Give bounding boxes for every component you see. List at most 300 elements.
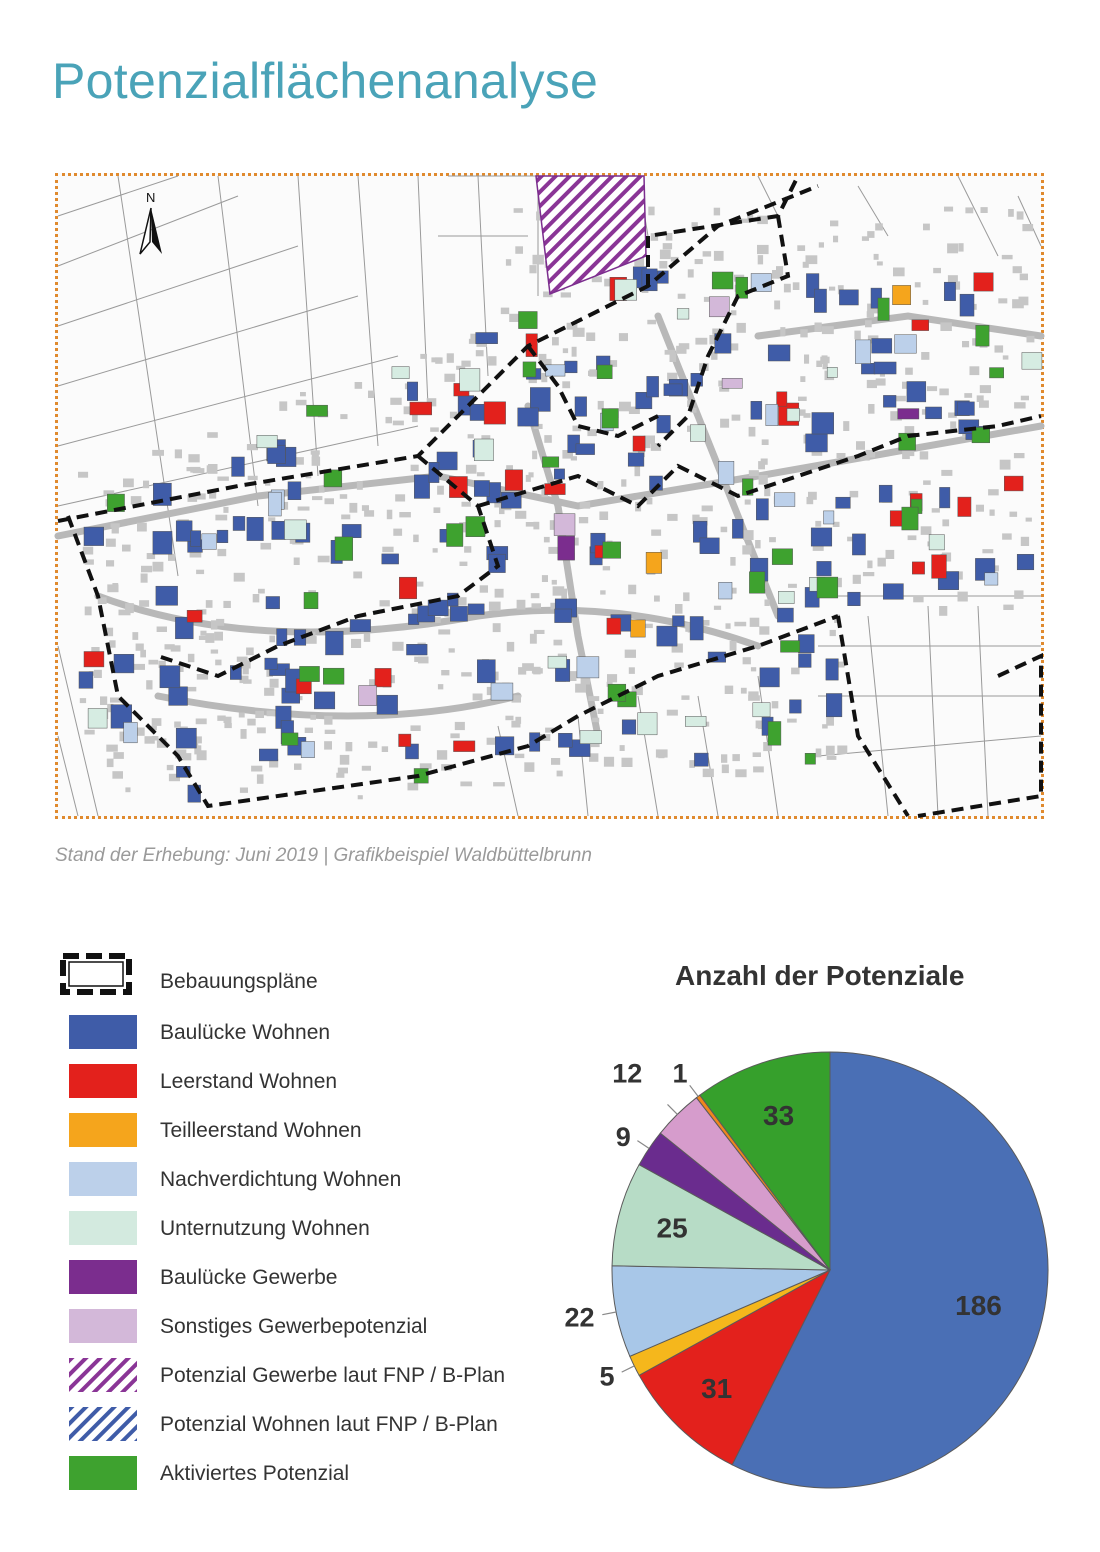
plot-unternutzung-wohnen (685, 716, 706, 726)
plot-nachverdichtung-wohnen (985, 573, 998, 585)
building (544, 435, 552, 443)
building (822, 326, 834, 334)
building (310, 715, 316, 720)
legend-item-unternutzung-wohnen (55, 1211, 575, 1251)
building (826, 717, 834, 726)
plot-nachverdichtung-wohnen (719, 582, 732, 599)
plot-baulucke-wohnen (848, 592, 861, 606)
plot-unternutzung-wohnen (1022, 353, 1042, 370)
building (518, 667, 526, 675)
pie-leader-line (622, 1366, 635, 1372)
building (258, 589, 265, 594)
building (420, 763, 432, 769)
building (862, 236, 869, 241)
building (460, 562, 468, 566)
building (915, 282, 921, 287)
building (340, 755, 350, 765)
building (780, 327, 785, 336)
building (447, 353, 454, 363)
plot-baulucke-gewerbe (558, 536, 575, 560)
building (382, 746, 388, 752)
building (730, 641, 737, 651)
plot-baulucke-wohnen (575, 397, 587, 417)
building (721, 527, 728, 533)
building (867, 561, 872, 569)
building (197, 674, 208, 680)
building (1027, 336, 1035, 343)
building (450, 733, 459, 738)
building (592, 718, 599, 723)
building (981, 207, 988, 213)
building (674, 663, 684, 668)
building (341, 515, 350, 520)
building (695, 259, 703, 264)
building (874, 254, 879, 260)
building (507, 642, 514, 652)
plot-baulucke-wohnen (940, 487, 950, 508)
building (854, 331, 860, 340)
building (487, 738, 496, 745)
building (920, 451, 929, 459)
plot-baulucke-wohnen (476, 333, 498, 344)
plot-unternutzung-wohnen (638, 713, 657, 735)
plot-baulucke-wohnen (861, 363, 875, 374)
building (544, 537, 550, 543)
building (152, 718, 162, 726)
building (787, 719, 797, 723)
plot-baulucke-wohnen (817, 561, 832, 576)
building (598, 401, 604, 410)
building (856, 441, 865, 450)
legend-label: Teilleerstand Wohnen (160, 1119, 362, 1142)
plot-baulucke-wohnen (565, 361, 578, 373)
plot-baulucke-wohnen (342, 524, 361, 537)
building (607, 674, 617, 682)
building (772, 701, 779, 708)
plot-baulucke-wohnen (169, 687, 188, 706)
plot-sonstiges-gewerbe (554, 514, 575, 536)
building (420, 354, 427, 359)
plot-leerstand-wohnen (84, 652, 104, 667)
building (743, 530, 754, 540)
building (800, 329, 807, 337)
building (215, 660, 221, 666)
building (720, 419, 729, 428)
building (533, 255, 544, 265)
plot-unternutzung-wohnen (392, 367, 409, 379)
building (247, 444, 258, 450)
plot-unternutzung-wohnen (460, 369, 480, 391)
building (141, 574, 148, 583)
building (667, 710, 678, 716)
building (600, 590, 605, 594)
plot-baulucke-wohnen (232, 457, 245, 476)
building (234, 573, 245, 582)
building (597, 481, 603, 489)
pie-data-label: 12 (612, 1058, 643, 1089)
building (730, 557, 735, 566)
plot-baulucke-wohnen (407, 382, 417, 401)
building (336, 773, 344, 778)
building (364, 634, 370, 642)
building (604, 757, 614, 767)
plot-baulucke-wohnen (1017, 554, 1034, 570)
plot-nachverdichtung-wohnen (301, 742, 314, 758)
plot-aktiviertes-potenzial (902, 507, 918, 530)
plot-baulucke-wohnen (826, 659, 838, 680)
building (586, 333, 595, 342)
plot-aktiviertes-potenzial (749, 572, 765, 594)
plot-baulucke-wohnen (272, 521, 286, 539)
plot-baulucke-wohnen (450, 606, 467, 621)
building (435, 357, 442, 363)
building (753, 752, 761, 757)
legend-swatch (69, 1456, 137, 1490)
plot-aktiviertes-potenzial (990, 368, 1004, 378)
building (554, 640, 563, 646)
building (683, 592, 689, 601)
building (106, 560, 114, 566)
building (579, 517, 588, 523)
building (462, 502, 471, 507)
plot-aktiviertes-potenzial (447, 524, 463, 547)
legend-swatch (69, 1064, 137, 1098)
plot-leerstand-wohnen (958, 497, 971, 516)
building (83, 547, 93, 555)
plot-baulucke-wohnen (554, 469, 564, 479)
building (247, 719, 255, 726)
building (515, 717, 521, 724)
pie-data-label: 5 (599, 1361, 615, 1392)
building (923, 480, 931, 485)
building (264, 688, 274, 696)
building (741, 688, 747, 694)
building (112, 526, 119, 534)
building (1014, 453, 1025, 458)
svg-text:N: N (146, 190, 156, 205)
pie-data-label: 33 (763, 1099, 795, 1131)
building (368, 742, 377, 748)
building (1013, 266, 1022, 273)
pie-chart (564, 1040, 1070, 1470)
building (174, 722, 181, 728)
plot-baulucke-wohnen (377, 695, 398, 714)
plot-baulucke-wohnen (518, 408, 539, 426)
building (1003, 605, 1013, 610)
plot-baulucke-wohnen (266, 597, 280, 609)
building (433, 548, 438, 552)
plot-teilleerstand-wohnen (631, 620, 646, 637)
building (430, 427, 439, 431)
building (1002, 255, 1013, 259)
building (251, 766, 262, 772)
building (703, 769, 714, 777)
building (386, 417, 393, 423)
plot-aktiviertes-potenzial (817, 577, 838, 598)
building (325, 498, 335, 504)
building (517, 600, 526, 610)
plot-baulucke-wohnen (265, 658, 277, 669)
building (207, 465, 213, 473)
building (1003, 355, 1009, 359)
building (982, 549, 993, 553)
plot-baulucke-wohnen (836, 497, 851, 508)
building (146, 680, 152, 689)
building (217, 716, 225, 721)
plot-baulucke-wohnen (814, 289, 826, 312)
building (941, 470, 952, 476)
building (622, 758, 633, 767)
building (988, 489, 999, 495)
building (905, 368, 913, 375)
building (921, 352, 929, 360)
pie-data-label: 25 (656, 1212, 688, 1244)
pie-data-label: 9 (615, 1122, 631, 1153)
building (196, 719, 207, 725)
building (784, 284, 791, 293)
building (243, 665, 249, 674)
building (1000, 460, 1011, 470)
building (395, 494, 405, 501)
plot-baulucke-wohnen (191, 531, 201, 547)
bebauungsplan-swatch-icon (55, 948, 137, 1000)
building (351, 639, 361, 648)
building (603, 566, 610, 570)
building (206, 600, 213, 608)
plot-baulucke-wohnen (926, 407, 942, 419)
building (414, 657, 420, 662)
plot-baulucke-wohnen (664, 384, 682, 396)
building (688, 269, 694, 277)
building (865, 320, 872, 327)
building (355, 382, 363, 389)
plot-baulucke-wohnen (555, 609, 572, 623)
building (109, 640, 115, 647)
building (748, 691, 758, 695)
building (246, 648, 254, 656)
building (325, 730, 336, 734)
building (529, 265, 536, 273)
building (267, 711, 277, 717)
building (514, 208, 523, 213)
pie-data-label: 1 (672, 1058, 688, 1089)
building (964, 393, 972, 398)
building (1021, 396, 1029, 401)
plot-leerstand-wohnen (912, 320, 929, 331)
building (976, 505, 984, 512)
building (679, 343, 690, 349)
building (84, 730, 94, 735)
legend-swatch (69, 1309, 137, 1343)
building (663, 243, 672, 249)
building (368, 391, 374, 398)
building (853, 575, 861, 584)
building (863, 572, 874, 576)
legend-label: Aktiviertes Potenzial (160, 1462, 350, 1485)
plot-unternutzung-wohnen (753, 703, 770, 717)
plot-baulucke-wohnen (690, 617, 703, 641)
building (722, 765, 729, 774)
plot-baulucke-wohnen (883, 584, 903, 600)
building (495, 589, 504, 598)
plot-baulucke-wohnen (657, 626, 677, 646)
building (735, 769, 746, 777)
building (944, 207, 953, 212)
building (734, 622, 746, 627)
hatch-purple-swatch (69, 1358, 137, 1392)
building (635, 466, 641, 476)
building (714, 606, 721, 610)
pie-leader-line (602, 1312, 616, 1315)
plot-nachverdichtung-wohnen (202, 534, 217, 550)
building (80, 698, 86, 703)
building (816, 361, 822, 367)
building (932, 508, 940, 512)
legend-item-aktiviertes-potenzial (55, 1456, 575, 1496)
plot-leerstand-wohnen (399, 577, 416, 599)
hatch-blue-swatch (69, 1407, 137, 1441)
plot-baulucke-wohnen (437, 452, 457, 470)
plot-unternutzung-wohnen (787, 409, 800, 422)
plot-baulucke-wohnen (326, 631, 344, 655)
building (171, 645, 181, 651)
building (921, 526, 932, 535)
plot-leerstand-wohnen (399, 734, 411, 747)
plot-aktiviertes-potenzial (781, 641, 800, 653)
building (745, 500, 751, 505)
building (441, 670, 449, 675)
plot-leerstand-wohnen (484, 402, 506, 424)
plot-baulucke-wohnen (176, 521, 192, 542)
plot-aktiviertes-potenzial (602, 409, 618, 428)
building (750, 618, 760, 627)
building (434, 507, 441, 513)
plot-baulucke-wohnen (751, 401, 762, 419)
building (306, 636, 317, 644)
building (270, 679, 279, 688)
building (205, 633, 214, 643)
building (530, 634, 537, 644)
plot-nachverdichtung-wohnen (546, 365, 566, 376)
plot-baulucke-wohnen (799, 654, 812, 668)
legend-item-bebauungsplane (55, 948, 575, 993)
building (815, 521, 821, 527)
building (665, 350, 676, 355)
legend-item-baulucke-wohnen (55, 1015, 575, 1055)
building (382, 547, 393, 553)
legend-label: Unternutzung Wohnen (160, 1217, 370, 1240)
plot-baulucke-wohnen (694, 753, 708, 766)
plot-leerstand-wohnen (974, 273, 993, 291)
plot-nachverdichtung-wohnen (269, 492, 282, 516)
plot-leerstand-wohnen (912, 562, 924, 574)
plot-baulucke-wohnen (907, 382, 926, 402)
plot-nachverdichtung-wohnen (766, 404, 778, 425)
building (393, 529, 402, 536)
building (399, 512, 411, 517)
building (106, 745, 118, 752)
building (493, 623, 501, 632)
plot-baulucke-wohnen (407, 644, 428, 655)
legend-label: Potenzial Gewerbe laut FNP / B-Plan (160, 1364, 506, 1387)
plot-baulucke-wohnen (852, 534, 865, 555)
plot-baulucke-wohnen (879, 485, 892, 502)
building (1020, 274, 1028, 281)
plot-leerstand-wohnen (505, 470, 522, 491)
plot-sonstiges-gewerbe (359, 686, 377, 706)
building (380, 600, 390, 606)
plot-baulucke-wohnen (826, 694, 842, 717)
building (678, 294, 686, 299)
building (319, 486, 325, 493)
building (552, 337, 559, 345)
building (488, 356, 496, 365)
building (829, 287, 835, 291)
building (149, 660, 159, 665)
plot-aktiviertes-potenzial (542, 457, 558, 468)
pie-data-label: 186 (955, 1290, 1002, 1322)
plot-baulucke-wohnen (259, 749, 278, 761)
building (753, 766, 764, 772)
building (253, 594, 260, 602)
plot-baulucke-wohnen (84, 527, 104, 546)
building (296, 400, 307, 406)
plot-baulucke-wohnen (957, 402, 974, 416)
building (364, 510, 374, 517)
building (241, 729, 247, 739)
building (223, 507, 228, 513)
building (533, 522, 539, 530)
plot-baulucke-wohnen (874, 362, 896, 374)
building (477, 472, 485, 476)
plot-nachverdichtung-wohnen (824, 511, 834, 524)
building (207, 432, 218, 438)
building (552, 580, 557, 585)
building (107, 584, 118, 592)
building (1022, 224, 1033, 231)
building (167, 765, 174, 770)
building (311, 450, 320, 454)
building (324, 716, 332, 725)
building (656, 749, 668, 757)
building (113, 752, 124, 759)
building (515, 511, 526, 519)
plot-unternutzung-wohnen (285, 520, 307, 540)
north-arrow-icon (140, 190, 162, 254)
building (759, 475, 768, 485)
building (532, 451, 537, 460)
building (214, 632, 223, 641)
plot-aktiviertes-potenzial (307, 405, 328, 416)
building (408, 783, 419, 791)
plot-baulucke-wohnen (314, 692, 335, 709)
building (480, 585, 488, 592)
plot-nachverdichtung-wohnen (855, 340, 870, 364)
building (749, 427, 756, 437)
building (196, 570, 204, 574)
building (1010, 512, 1018, 517)
building (460, 782, 472, 787)
building (553, 586, 565, 595)
building (923, 300, 929, 305)
building (732, 754, 740, 761)
building (392, 642, 403, 651)
building (788, 584, 797, 588)
plot-baulucke-wohnen (233, 516, 245, 530)
building (217, 549, 226, 556)
plot-leerstand-wohnen (1004, 476, 1023, 491)
plot-baulucke-wohnen (79, 672, 93, 689)
